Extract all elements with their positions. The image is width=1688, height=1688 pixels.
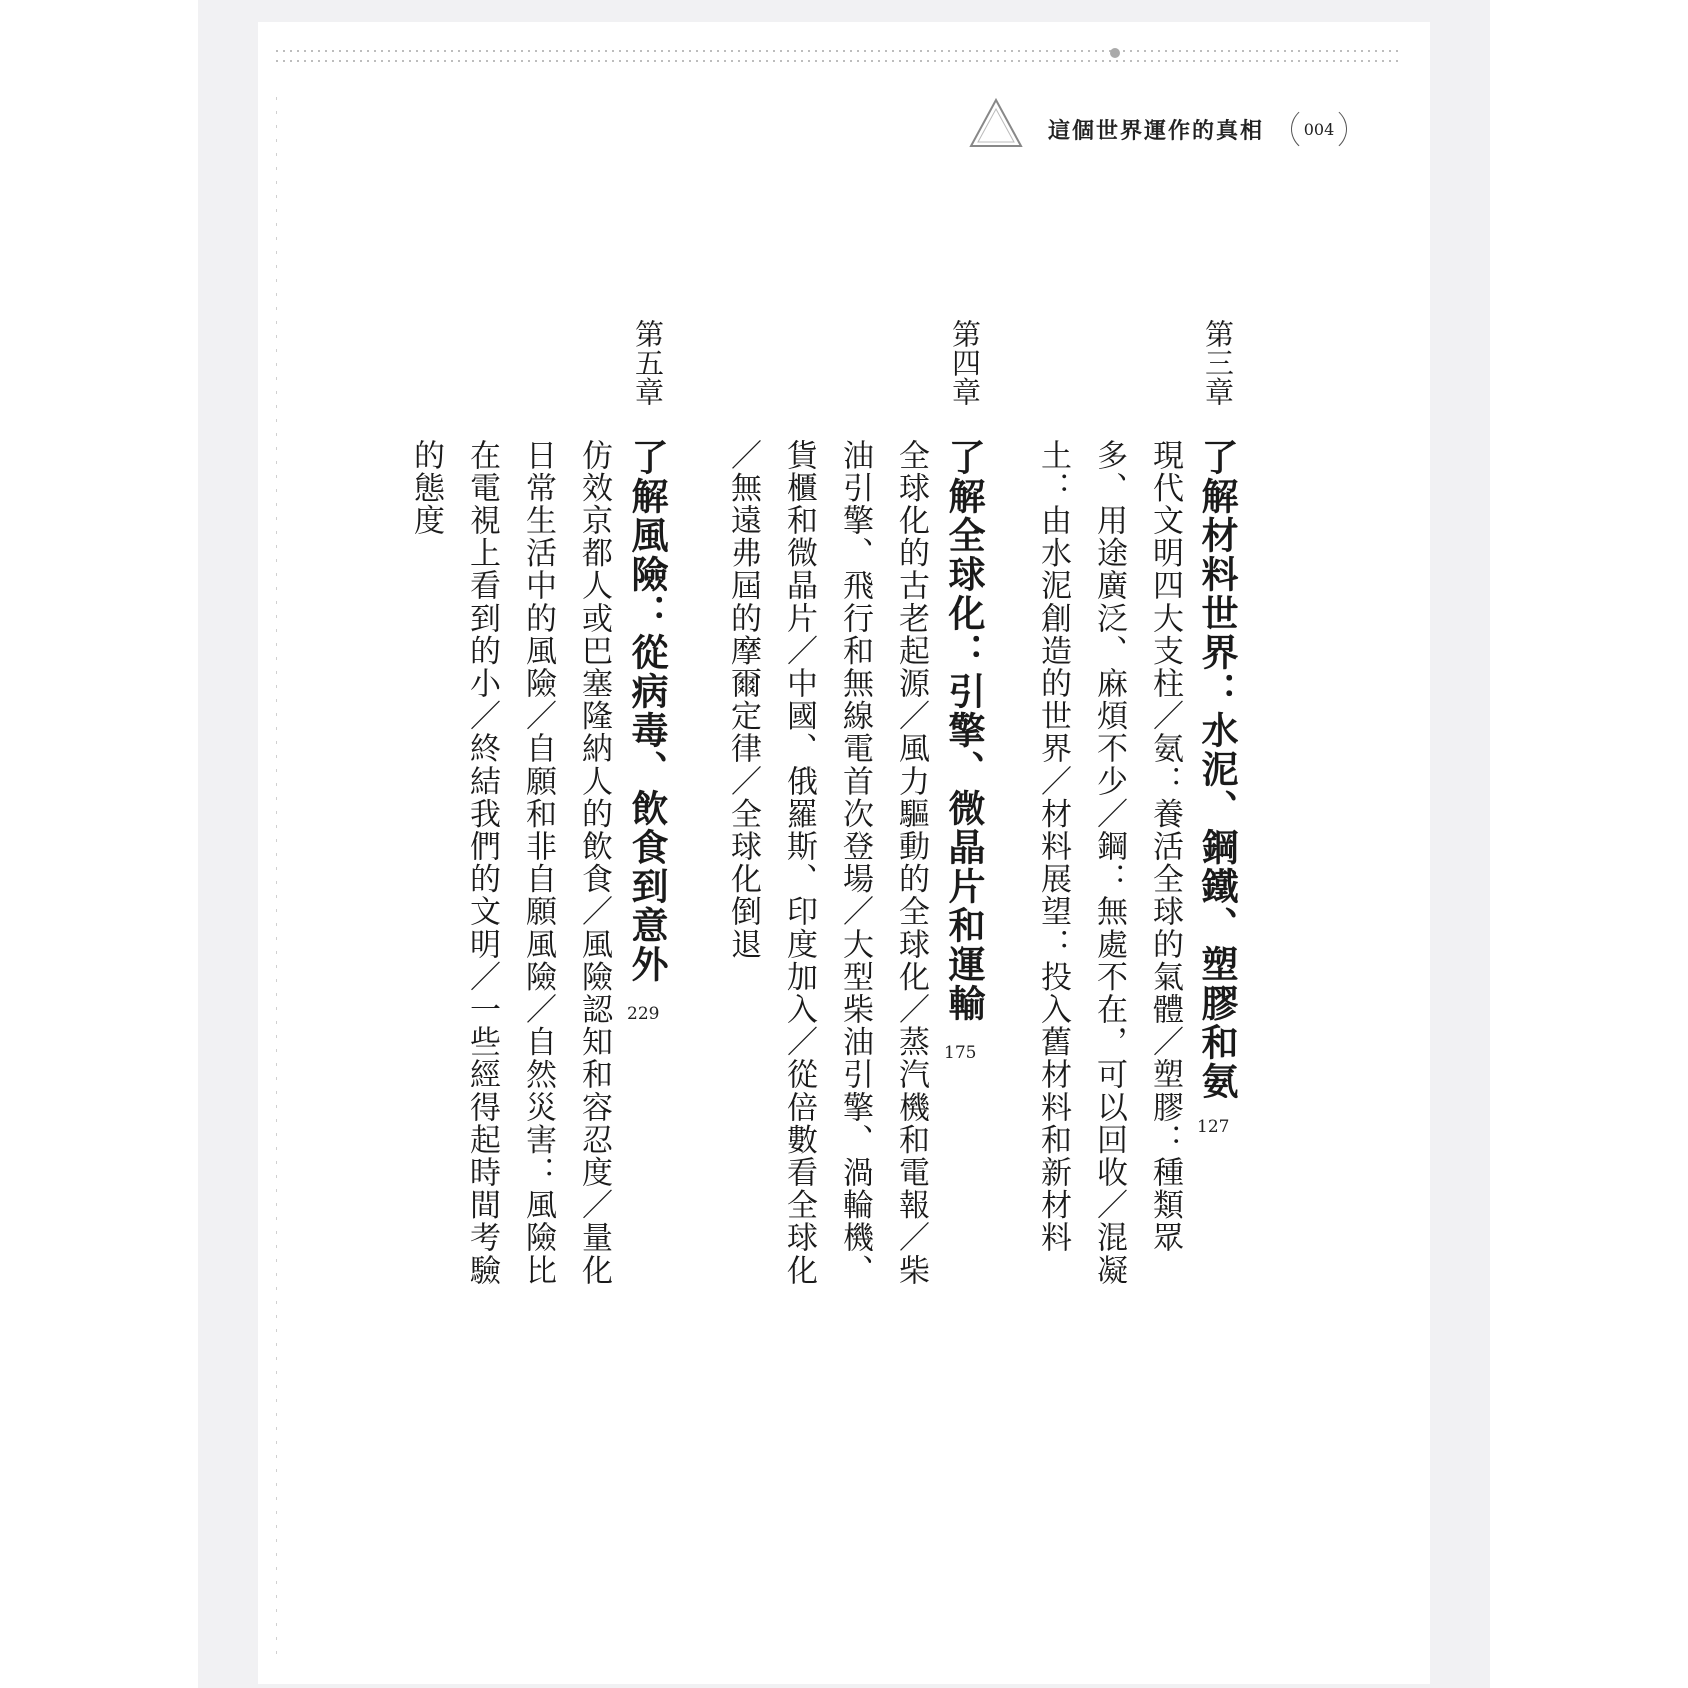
top-dotted-rule-2 <box>276 60 1400 62</box>
chapter-5-label: 第五章 <box>631 319 665 406</box>
chapter-4-line: 貨櫃和微晶片／中國、俄羅斯、印度加入／從倍數看全球化 <box>781 439 817 1287</box>
chapter-5-line: 的態度 <box>408 439 444 537</box>
chapter-5-line: 日常生活中的風險／自願和非自願風險／自然災害：風險比 <box>520 439 556 1287</box>
chapter-4-page: 175 <box>944 1043 977 1063</box>
chapter-5-line: 在電視上看到的小／終結我們的文明／一些經得起時間考驗 <box>464 439 500 1287</box>
chapter-3-line: 土：由水泥創造的世界／材料展望：投入舊材料和新材料 <box>1035 439 1071 1254</box>
left-margin-dots <box>276 97 277 1657</box>
book-page <box>258 22 1430 1684</box>
chapter-4-line: ／無遠弗屆的摩爾定律／全球化倒退 <box>725 439 761 961</box>
chapter-3-title: 了解材料世界：水泥、鋼鐵、塑膠和氨 <box>1195 438 1238 1101</box>
chapter-3-line: 多、用途廣泛、麻煩不少／鋼：無處不在，可以回收／混凝 <box>1091 439 1127 1287</box>
top-dotted-rule <box>276 50 1400 52</box>
chapter-3-label: 第三章 <box>1201 319 1235 406</box>
running-head-title: 這個世界運作的真相 <box>1048 119 1265 144</box>
chapter-5-line: 仿效京都人或巴塞隆納人的飲食／風險認知和容忍度／量化 <box>576 439 612 1287</box>
chapter-5-page: 229 <box>627 1004 660 1024</box>
chapter-5-title: 了解風險：從病毒、飲食到意外 <box>625 438 668 984</box>
chapter-4-line: 油引擎、飛行和無線電首次登場／大型柴油引擎、渦輪機、 <box>837 439 873 1287</box>
chapter-3-page: 127 <box>1197 1117 1230 1137</box>
chapter-4-title: 了解全球化：引擎、微晶片和運輸 <box>942 438 985 1023</box>
rule-ornament <box>1110 48 1120 58</box>
chapter-3-line: 現代文明四大支柱／氨：養活全球的氣體／塑膠：種類眾 <box>1147 439 1183 1254</box>
page-number: 004 <box>1291 104 1347 154</box>
chapter-4-line: 全球化的古老起源／風力驅動的全球化／蒸汽機和電報／柴 <box>893 439 929 1287</box>
chapter-4-label: 第四章 <box>948 319 982 406</box>
triangle-logo-icon <box>968 97 1024 149</box>
